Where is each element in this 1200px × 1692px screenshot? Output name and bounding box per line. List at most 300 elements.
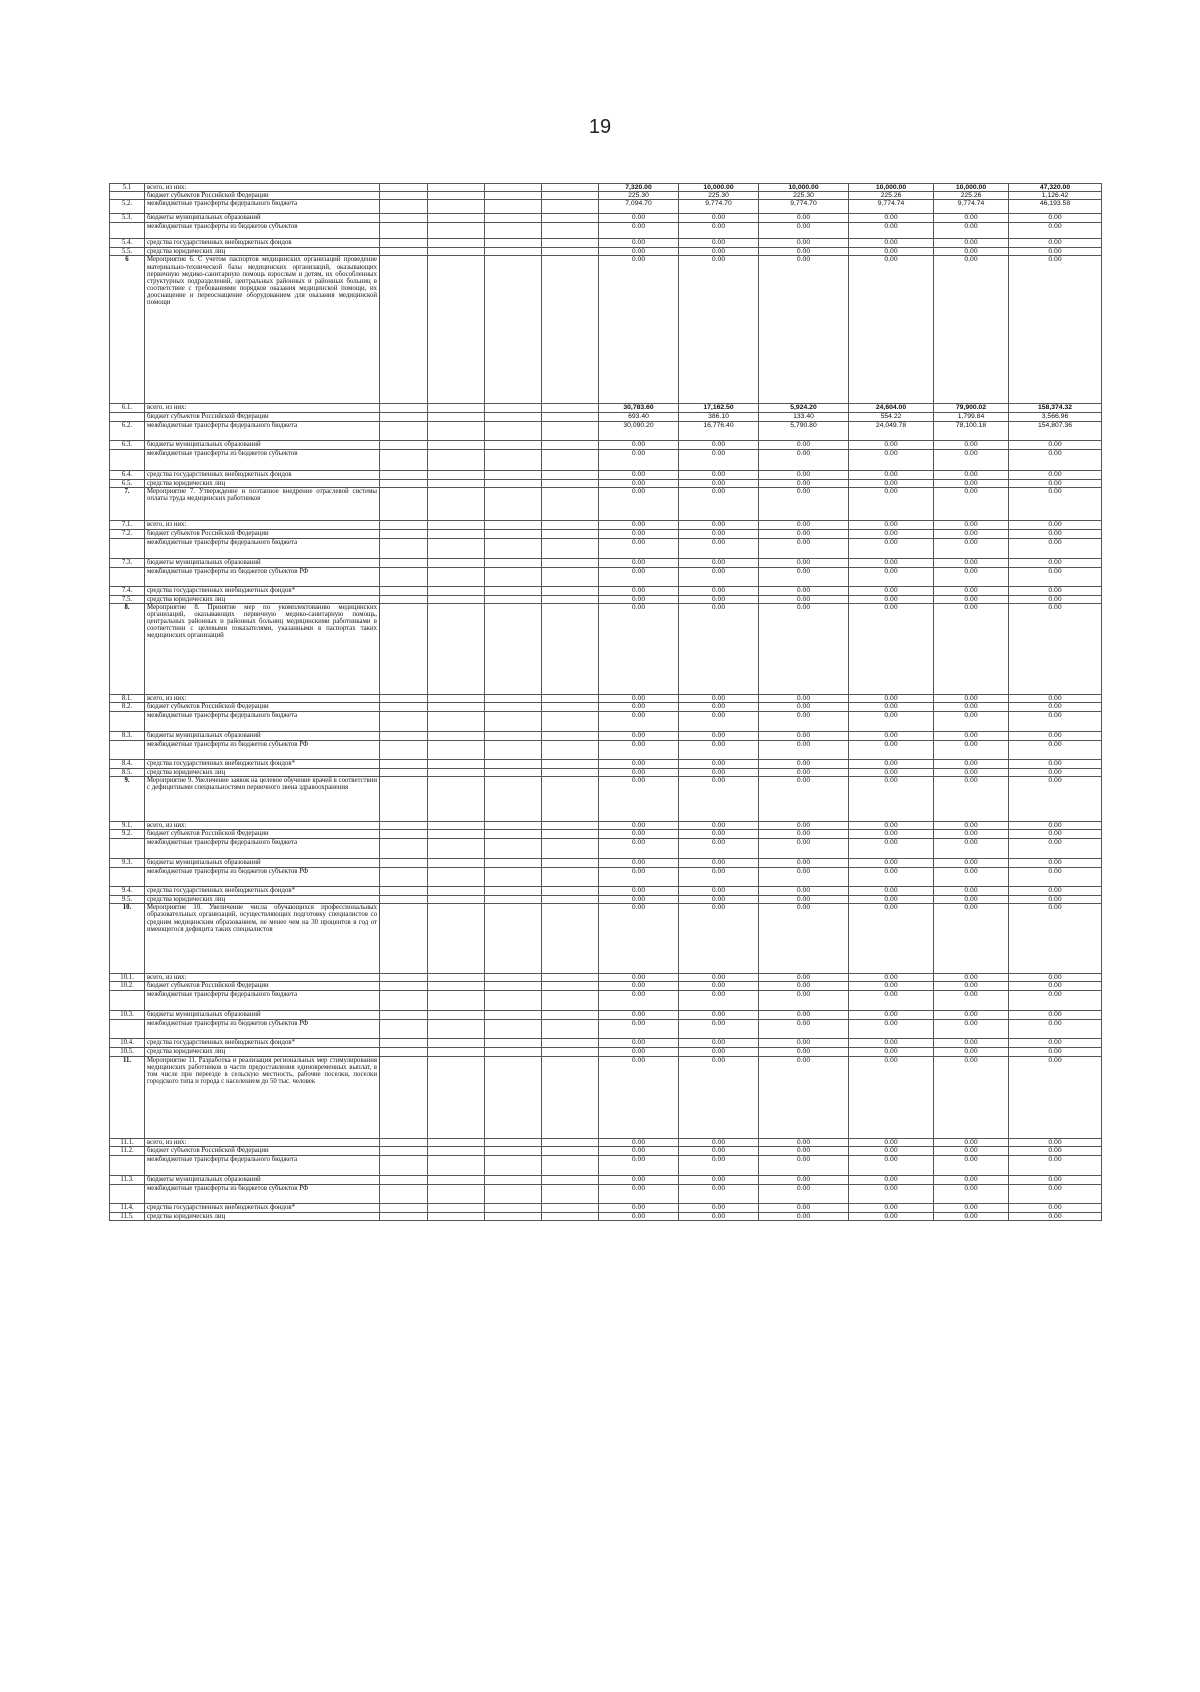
value-cell-4: 0.00: [849, 256, 934, 404]
value-cell-3: 0.00: [759, 991, 849, 1011]
empty-cell: [380, 1212, 428, 1220]
empty-cell: [380, 740, 428, 759]
empty-cell: [542, 558, 599, 567]
empty-cell: [485, 991, 542, 1011]
empty-cell: [485, 558, 542, 567]
table-row: [110, 740, 1102, 759]
value-cell-2: 0.00: [679, 768, 759, 776]
value-cell-6: 154,807.36: [1009, 421, 1102, 440]
value-cell-6: 158,374.32: [1009, 404, 1102, 413]
row-label: бюджет субъектов Российской Федерации: [145, 982, 380, 991]
value-cell-1: 0.00: [599, 1212, 679, 1220]
row-number: 8.4.: [110, 759, 145, 768]
value-cell-3: 0.00: [759, 1039, 849, 1048]
value-cell-2: 0.00: [679, 479, 759, 487]
empty-cell: [380, 184, 428, 192]
value-cell-1: 0.00: [599, 595, 679, 603]
row-label: бюджет субъектов Российской Федерации: [145, 413, 380, 421]
value-cell-3: 9,774.70: [759, 200, 849, 214]
empty-cell: [428, 256, 485, 404]
row-number: 6: [110, 256, 145, 404]
empty-cell: [428, 449, 485, 470]
value-cell-3: 0.00: [759, 239, 849, 248]
empty-cell: [485, 449, 542, 470]
value-cell-1: 0.00: [599, 487, 679, 520]
value-cell-3: 0.00: [759, 529, 849, 538]
empty-cell: [380, 868, 428, 887]
empty-cell: [380, 982, 428, 991]
budget-table: [109, 183, 1102, 1221]
row-number: 5.3.: [110, 214, 145, 223]
empty-cell: [380, 904, 428, 974]
value-cell-3: 0.00: [759, 974, 849, 982]
empty-cell: [380, 896, 428, 904]
row-label: средства юридических лиц: [145, 248, 380, 256]
value-cell-2: 0.00: [679, 859, 759, 868]
value-cell-5: 0.00: [934, 991, 1009, 1011]
value-cell-3: 0.00: [759, 1175, 849, 1184]
value-cell-4: 0.00: [849, 595, 934, 603]
row-label: межбюджетные трансферты федерального бюджета: [145, 538, 380, 558]
value-cell-4: 0.00: [849, 1020, 934, 1039]
value-cell-6: 0.00: [1009, 529, 1102, 538]
empty-cell: [485, 777, 542, 822]
empty-cell: [380, 702, 428, 711]
row-label: межбюджетные трансферты федерального бюджета: [145, 991, 380, 1011]
value-cell-3: 0.00: [759, 887, 849, 896]
value-cell-6: 0.00: [1009, 1212, 1102, 1220]
empty-cell: [380, 1138, 428, 1146]
value-cell-6: 0.00: [1009, 731, 1102, 740]
table-row: [110, 413, 1102, 421]
empty-cell: [428, 1039, 485, 1048]
empty-cell: [542, 839, 599, 859]
value-cell-3: 133.40: [759, 413, 849, 421]
value-cell-5: 0.00: [934, 702, 1009, 711]
value-cell-2: 0.00: [679, 256, 759, 404]
empty-cell: [428, 440, 485, 449]
empty-cell: [428, 558, 485, 567]
row-number: [110, 413, 145, 421]
empty-cell: [428, 982, 485, 991]
empty-cell: [542, 184, 599, 192]
table-row: [110, 982, 1102, 991]
value-cell-5: 0.00: [934, 1146, 1009, 1155]
empty-cell: [485, 1011, 542, 1020]
value-cell-5: 0.00: [934, 1048, 1009, 1056]
empty-cell: [428, 830, 485, 839]
row-number: 5.1: [110, 184, 145, 192]
value-cell-5: 0.00: [934, 440, 1009, 449]
empty-cell: [428, 702, 485, 711]
empty-cell: [380, 822, 428, 830]
value-cell-3: 0.00: [759, 538, 849, 558]
value-cell-2: 0.00: [679, 711, 759, 731]
empty-cell: [428, 479, 485, 487]
value-cell-1: 0.00: [599, 1184, 679, 1203]
empty-cell: [542, 759, 599, 768]
empty-cell: [485, 694, 542, 702]
value-cell-3: 0.00: [759, 711, 849, 731]
empty-cell: [428, 192, 485, 200]
table-row: [110, 759, 1102, 768]
row-label: межбюджетные трансферты федерального бюджета: [145, 711, 380, 731]
value-cell-5: 0.00: [934, 1056, 1009, 1138]
empty-cell: [380, 239, 428, 248]
table-row: [110, 214, 1102, 223]
value-cell-6: 0.00: [1009, 868, 1102, 887]
value-cell-4: 0.00: [849, 702, 934, 711]
row-label: средства государственных внебюджетных фондов*: [145, 887, 380, 896]
value-cell-2: 0.00: [679, 223, 759, 239]
page-number: 19: [588, 116, 612, 138]
value-cell-1: 0.00: [599, 520, 679, 529]
value-cell-2: 0.00: [679, 868, 759, 887]
value-cell-4: 0.00: [849, 248, 934, 256]
empty-cell: [428, 768, 485, 776]
value-cell-3: 0.00: [759, 479, 849, 487]
empty-cell: [380, 404, 428, 413]
row-label: средства государственных внебюджетных фондов*: [145, 586, 380, 595]
empty-cell: [485, 421, 542, 440]
value-cell-4: 0.00: [849, 830, 934, 839]
empty-cell: [428, 1146, 485, 1155]
empty-cell: [542, 1039, 599, 1048]
value-cell-1: 0.00: [599, 449, 679, 470]
value-cell-2: 0.00: [679, 440, 759, 449]
value-cell-5: 0.00: [934, 830, 1009, 839]
value-cell-6: 0.00: [1009, 595, 1102, 603]
table-row: [110, 702, 1102, 711]
empty-cell: [428, 731, 485, 740]
value-cell-2: 0.00: [679, 904, 759, 974]
empty-cell: [485, 1155, 542, 1175]
value-cell-1: 0.00: [599, 759, 679, 768]
value-cell-5: 0.00: [934, 859, 1009, 868]
table-row: [110, 567, 1102, 586]
row-label: средства государственных внебюджетных фондов*: [145, 1039, 380, 1048]
value-cell-6: 0.00: [1009, 1011, 1102, 1020]
value-cell-3: 0.00: [759, 859, 849, 868]
empty-cell: [542, 248, 599, 256]
value-cell-6: 0.00: [1009, 603, 1102, 694]
value-cell-2: 0.00: [679, 586, 759, 595]
value-cell-4: 0.00: [849, 520, 934, 529]
row-label: бюджет субъектов Российской Федерации: [145, 192, 380, 200]
empty-cell: [485, 702, 542, 711]
value-cell-2: 0.00: [679, 1184, 759, 1203]
empty-cell: [428, 694, 485, 702]
value-cell-2: 0.00: [679, 529, 759, 538]
value-cell-6: 0.00: [1009, 1184, 1102, 1203]
empty-cell: [542, 822, 599, 830]
table-row: [110, 1011, 1102, 1020]
table-row: [110, 1175, 1102, 1184]
empty-cell: [542, 200, 599, 214]
value-cell-5: 225.26: [934, 192, 1009, 200]
table-body: [110, 184, 1102, 1221]
table-row: [110, 1048, 1102, 1056]
empty-cell: [485, 896, 542, 904]
value-cell-3: 0.00: [759, 839, 849, 859]
row-label: средства юридических лиц: [145, 1048, 380, 1056]
row-label: бюджет субъектов Российской Федерации: [145, 702, 380, 711]
empty-cell: [542, 1020, 599, 1039]
row-label: межбюджетные трансферты из бюджетов субъектов РФ: [145, 868, 380, 887]
empty-cell: [542, 1011, 599, 1020]
empty-cell: [380, 567, 428, 586]
value-cell-1: 0.00: [599, 1155, 679, 1175]
value-cell-1: 0.00: [599, 974, 679, 982]
empty-cell: [542, 487, 599, 520]
table-row: [110, 768, 1102, 776]
value-cell-2: 17,162.50: [679, 404, 759, 413]
value-cell-1: 0.00: [599, 731, 679, 740]
value-cell-5: 0.00: [934, 759, 1009, 768]
value-cell-3: 0.00: [759, 777, 849, 822]
value-cell-6: 0.00: [1009, 1175, 1102, 1184]
value-cell-5: 0.00: [934, 1212, 1009, 1220]
value-cell-4: 0.00: [849, 768, 934, 776]
value-cell-2: 0.00: [679, 248, 759, 256]
empty-cell: [428, 1020, 485, 1039]
value-cell-3: 225.30: [759, 192, 849, 200]
empty-cell: [428, 859, 485, 868]
row-number: [110, 868, 145, 887]
empty-cell: [428, 1048, 485, 1056]
value-cell-6: 0.00: [1009, 239, 1102, 248]
row-label: межбюджетные трансферты из бюджетов субъектов РФ: [145, 567, 380, 586]
value-cell-4: 24,049.78: [849, 421, 934, 440]
value-cell-1: 0.00: [599, 991, 679, 1011]
empty-cell: [485, 868, 542, 887]
value-cell-1: 0.00: [599, 859, 679, 868]
value-cell-5: 0.00: [934, 1175, 1009, 1184]
value-cell-4: 225.26: [849, 192, 934, 200]
value-cell-4: 0.00: [849, 711, 934, 731]
empty-cell: [542, 239, 599, 248]
empty-cell: [380, 529, 428, 538]
empty-cell: [485, 1020, 542, 1039]
value-cell-3: 0.00: [759, 470, 849, 479]
value-cell-1: 693.40: [599, 413, 679, 421]
row-label: бюджеты муниципальных образований: [145, 214, 380, 223]
value-cell-5: 0.00: [934, 1011, 1009, 1020]
row-label: всего, из них:: [145, 1138, 380, 1146]
empty-cell: [380, 449, 428, 470]
value-cell-3: 0.00: [759, 256, 849, 404]
row-number: 8.: [110, 603, 145, 694]
table-row: [110, 404, 1102, 413]
value-cell-6: 0.00: [1009, 839, 1102, 859]
value-cell-1: 0.00: [599, 904, 679, 974]
value-cell-4: 0.00: [849, 239, 934, 248]
value-cell-4: 0.00: [849, 1056, 934, 1138]
empty-cell: [485, 248, 542, 256]
row-number: 7.4.: [110, 586, 145, 595]
empty-cell: [485, 487, 542, 520]
empty-cell: [485, 440, 542, 449]
empty-cell: [428, 1203, 485, 1212]
row-label: бюджеты муниципальных образований: [145, 440, 380, 449]
value-cell-5: 0.00: [934, 839, 1009, 859]
value-cell-6: 0.00: [1009, 1056, 1102, 1138]
empty-cell: [542, 192, 599, 200]
row-number: [110, 839, 145, 859]
empty-cell: [485, 256, 542, 404]
table-row: [110, 586, 1102, 595]
value-cell-5: 0.00: [934, 1039, 1009, 1048]
value-cell-5: 0.00: [934, 603, 1009, 694]
empty-cell: [542, 974, 599, 982]
empty-cell: [485, 184, 542, 192]
value-cell-6: 0.00: [1009, 1138, 1102, 1146]
value-cell-5: 0.00: [934, 777, 1009, 822]
empty-cell: [428, 1175, 485, 1184]
row-number: 6.1.: [110, 404, 145, 413]
empty-cell: [380, 694, 428, 702]
value-cell-4: 0.00: [849, 603, 934, 694]
value-cell-1: 0.00: [599, 694, 679, 702]
empty-cell: [428, 822, 485, 830]
empty-cell: [428, 1056, 485, 1138]
empty-cell: [485, 830, 542, 839]
row-label: межбюджетные трансферты федерального бюджета: [145, 839, 380, 859]
empty-cell: [380, 558, 428, 567]
empty-cell: [428, 239, 485, 248]
empty-cell: [485, 904, 542, 974]
value-cell-3: 0.00: [759, 449, 849, 470]
value-cell-3: 0.00: [759, 603, 849, 694]
row-label: средства государственных внебюджетных фондов*: [145, 759, 380, 768]
empty-cell: [428, 603, 485, 694]
empty-cell: [428, 214, 485, 223]
row-number: 6.3.: [110, 440, 145, 449]
value-cell-2: 0.00: [679, 470, 759, 479]
row-number: 9.4.: [110, 887, 145, 896]
value-cell-5: 0.00: [934, 223, 1009, 239]
value-cell-6: 0.00: [1009, 538, 1102, 558]
empty-cell: [542, 1155, 599, 1175]
value-cell-2: 0.00: [679, 991, 759, 1011]
empty-cell: [428, 1138, 485, 1146]
value-cell-2: 16,776.40: [679, 421, 759, 440]
row-label: бюджеты муниципальных образований: [145, 558, 380, 567]
row-number: 8.5.: [110, 768, 145, 776]
row-number: 10.1.: [110, 974, 145, 982]
value-cell-5: 0.00: [934, 868, 1009, 887]
value-cell-4: 0.00: [849, 1138, 934, 1146]
empty-cell: [380, 777, 428, 822]
value-cell-5: 0.00: [934, 768, 1009, 776]
table-row: [110, 859, 1102, 868]
row-number: 7.1.: [110, 520, 145, 529]
table-row: [110, 887, 1102, 896]
table-row: [110, 558, 1102, 567]
value-cell-5: 0.00: [934, 538, 1009, 558]
value-cell-4: 0.00: [849, 868, 934, 887]
value-cell-5: 0.00: [934, 449, 1009, 470]
value-cell-5: 0.00: [934, 904, 1009, 974]
value-cell-4: 0.00: [849, 1212, 934, 1220]
table-row: [110, 868, 1102, 887]
empty-cell: [485, 479, 542, 487]
row-number: 6.2.: [110, 421, 145, 440]
value-cell-3: 0.00: [759, 440, 849, 449]
value-cell-1: 0.00: [599, 1203, 679, 1212]
value-cell-6: 0.00: [1009, 440, 1102, 449]
value-cell-6: 0.00: [1009, 1155, 1102, 1175]
empty-cell: [542, 404, 599, 413]
empty-cell: [542, 440, 599, 449]
value-cell-5: 79,900.02: [934, 404, 1009, 413]
empty-cell: [380, 586, 428, 595]
value-cell-2: 0.00: [679, 982, 759, 991]
table-row: [110, 440, 1102, 449]
empty-cell: [485, 768, 542, 776]
row-number: [110, 1020, 145, 1039]
value-cell-4: 0.00: [849, 487, 934, 520]
value-cell-4: 10,000.00: [849, 184, 934, 192]
value-cell-2: 0.00: [679, 1056, 759, 1138]
value-cell-5: 0.00: [934, 822, 1009, 830]
empty-cell: [485, 887, 542, 896]
row-label: всего, из них:: [145, 694, 380, 702]
table-row: [110, 694, 1102, 702]
empty-cell: [542, 1048, 599, 1056]
value-cell-5: 0.00: [934, 256, 1009, 404]
row-number: 11.4.: [110, 1203, 145, 1212]
row-label: межбюджетные трансферты федерального бюджета: [145, 1155, 380, 1175]
value-cell-5: 0.00: [934, 214, 1009, 223]
row-label: Мероприятие 6. С учетом паспортов медицинских организаций проведение материально-технической базы медицинских организаций, оказывающих первичную медико-санитарную помощь взрослым и детям, их обособленных структурных подразделений, центральных районных и районных больниц в соответствие с требованиями порядков оказания медицинской помощи, их дооснащение и переоснащение оборудованием для оказания медицинской помощи: [145, 256, 380, 404]
value-cell-2: 0.00: [679, 1011, 759, 1020]
empty-cell: [485, 200, 542, 214]
value-cell-2: 0.00: [679, 239, 759, 248]
value-cell-3: 0.00: [759, 1155, 849, 1175]
value-cell-5: 10,000.00: [934, 184, 1009, 192]
row-label: средства юридических лиц: [145, 595, 380, 603]
row-number: 9.: [110, 777, 145, 822]
empty-cell: [542, 586, 599, 595]
empty-cell: [380, 1011, 428, 1020]
table-row: [110, 777, 1102, 822]
value-cell-3: 0.00: [759, 586, 849, 595]
value-cell-4: 554.22: [849, 413, 934, 421]
value-cell-5: 0.00: [934, 487, 1009, 520]
empty-cell: [380, 1203, 428, 1212]
table-row: [110, 1020, 1102, 1039]
value-cell-1: 0.00: [599, 558, 679, 567]
value-cell-1: 0.00: [599, 1039, 679, 1048]
value-cell-6: 0.00: [1009, 711, 1102, 731]
table-row: [110, 839, 1102, 859]
value-cell-6: 0.00: [1009, 214, 1102, 223]
empty-cell: [542, 731, 599, 740]
row-number: 8.2.: [110, 702, 145, 711]
value-cell-1: 0.00: [599, 740, 679, 759]
value-cell-1: 0.00: [599, 440, 679, 449]
row-number: [110, 567, 145, 586]
value-cell-4: 0.00: [849, 1146, 934, 1155]
value-cell-4: 0.00: [849, 449, 934, 470]
value-cell-4: 0.00: [849, 694, 934, 702]
table-row: [110, 487, 1102, 520]
empty-cell: [542, 1138, 599, 1146]
row-number: [110, 711, 145, 731]
table-row: [110, 1039, 1102, 1048]
row-number: 5.4.: [110, 239, 145, 248]
